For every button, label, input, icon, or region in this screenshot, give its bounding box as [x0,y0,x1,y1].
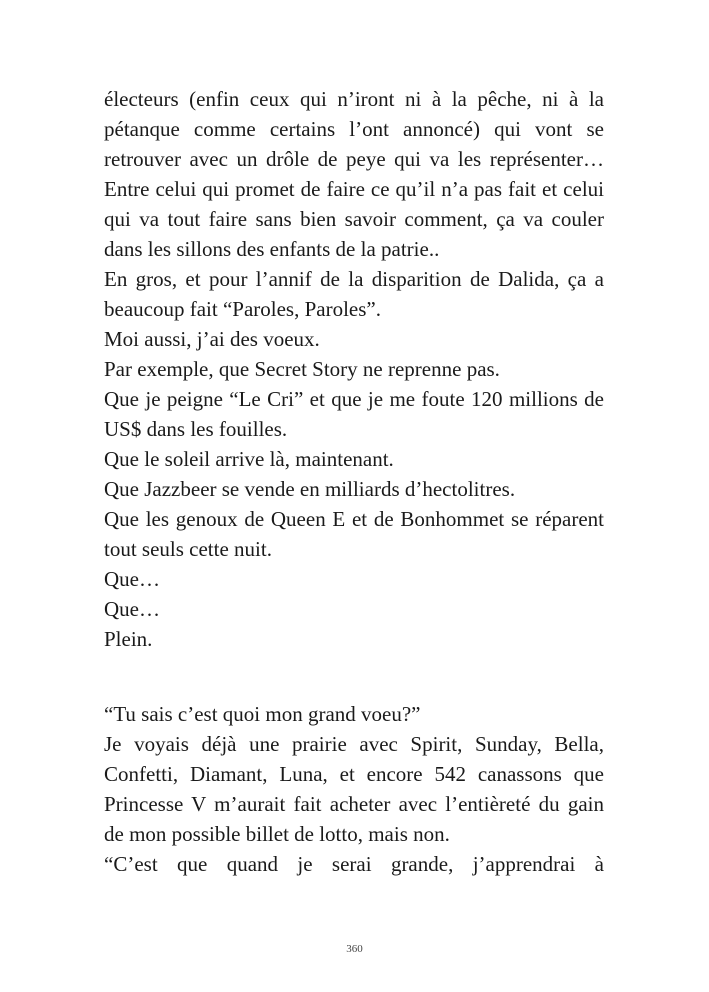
paragraph-voeux: Moi aussi, j’ai des voeux. [104,327,320,351]
body-text-section-one [104,84,604,654]
paragraph-le-cri: Que je peigne “Le Cri” et que je me foute 120 millions de US$ dans les fouilles. [104,387,604,441]
paragraph-grande: “C’est que quand je serai grande, j’apprendrai à [104,852,604,876]
paragraph-electeurs: électeurs (enfin ceux qui n’iront ni à la pêche, ni à la pétanque comme certains l’ont annoncé) qui vont se retrouver avec un drôle de peye qui va les représenter…Entre celui qui promet de faire ce qu’il n’a pas fait et celui qui va tout faire sans bien savoir comment, ça va couler dans les sillons des enfants de la patrie.. [104,87,604,261]
page-number: 360 [346,943,363,955]
paragraph-que-2: Que… [104,597,160,621]
paragraph-soleil: Que le soleil arrive là, maintenant. [104,447,394,471]
body-text-section-two [104,699,604,879]
paragraph-plein: Plein. [104,627,153,651]
paragraph-secret-story: Par exemple, que Secret Story ne reprenne pas. [104,357,500,381]
paragraph-jazzbeer: Que Jazzbeer se vende en milliards d’hectolitres. [104,477,516,501]
paragraph-grand-voeu: “Tu sais c’est quoi mon grand voeu?” [104,702,421,726]
paragraph-que-1: Que… [104,567,160,591]
paragraph-prairie: Je voyais déjà une prairie avec Spirit, Sunday, Bella, Confetti, Diamant, Luna, et encore 542 canassons que Princesse V m’aurait fait acheter avec l’entièreté du gain de mon possible billet de lotto, mais non. [104,732,604,846]
paragraph-dalida: En gros, et pour l’annif de la disparition de Dalida, ça a beaucoup fait “Paroles, Paroles”. [104,267,604,321]
paragraph-genoux: Que les genoux de Queen E et de Bonhommet se réparent tout seuls cette nuit. [104,507,604,561]
